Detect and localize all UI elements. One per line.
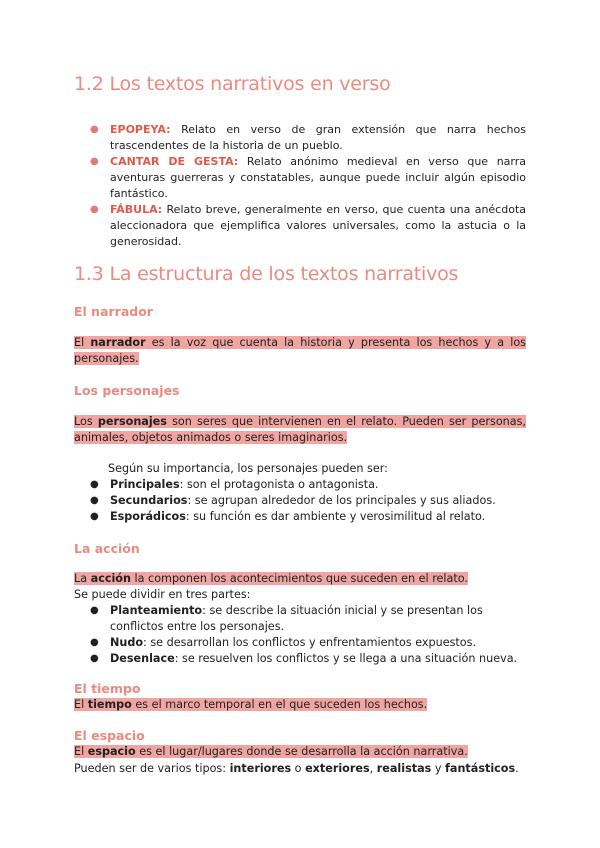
espacio-heading: El espacio [74,728,145,743]
bullet-icon: ● [90,653,99,664]
list-item-fabula: ● FÁBULA: Relato breve, generalmente en verso, que cuenta una anécdota aleccionadora que ejemplifica valores universales, como la astucia o la generosidad. [90,203,526,248]
list-item: ● Nudo: se desarrollan los conflictos y enfrentamientos expuestos. [90,636,477,649]
bullet-icon: ● [90,156,99,167]
espacio-types: Pueden ser de varios tipos: interiores o exteriores, realistas y fantásticos. [74,762,519,775]
accion-list [90,603,526,667]
section-1-2-title: 1.2 Los textos narrativos en verso [74,73,391,95]
bullet-icon: ● [90,495,99,506]
list-item-epopeya: ● EPOPEYA: Relato en verso de gran extensión que narra hechos trascendentes de la historia de un pueblo. [90,123,526,152]
espacio-definition: El espacio es el lugar/lugares donde se desarrolla la acción narrativa. [74,745,468,758]
bullet-icon: ● [90,479,99,490]
bullet-icon: ● [90,511,99,522]
tiempo-heading: El tiempo [74,681,141,696]
bullet-icon: ● [90,124,99,135]
list-item: ● Principales: son el protagonista o antagonista. [90,478,379,491]
accion-intro: Se puede dividir en tres partes: [74,588,251,601]
list-item: ● Desenlace: se resuelven los conflictos y se llega a una situación nueva. [90,652,518,665]
list-item: ● Esporádicos: su función es dar ambiente y verosimilitud al relato. [90,510,486,523]
narrador-heading: El narrador [74,304,153,319]
section-1-3-title: 1.3 La estructura de los textos narrativos [74,263,459,285]
accion-definition: La acción la componen los acontecimientos que suceden en el relato. [74,572,468,585]
personajes-intro: Según su importancia, los personajes pueden ser: [108,462,388,475]
tiempo-definition: El tiempo es el marco temporal en el que suceden los hechos. [74,698,428,711]
list-item-cantar-de-gesta: ● CANTAR DE GESTA: Relato anónimo medieval en verso que narra aventuras guerreras y constatables, aunque puede incluir algún episodio fantástico. [90,155,526,200]
personajes-heading: Los personajes [74,383,180,398]
list-item: ● Planteamiento: se describe la situación inicial y se presentan los conflictos entre los personajes. [90,604,483,633]
bullet-icon: ● [90,637,99,648]
bullet-icon: ● [90,204,99,215]
list-item: ● Secundarios: se agrupan alrededor de los principales y sus aliados. [90,494,496,507]
personajes-list [90,477,526,525]
verse-narratives-list [90,122,526,250]
bullet-icon: ● [90,605,99,616]
personajes-definition: Los personajes son seres que intervienen en el relato. Pueden ser personas, animales, objetos animados o seres imaginarios. [74,415,526,444]
accion-heading: La acción [74,541,140,556]
narrador-definition: El narrador es la voz que cuenta la historia y presenta los hechos y a los personajes. [74,336,526,365]
